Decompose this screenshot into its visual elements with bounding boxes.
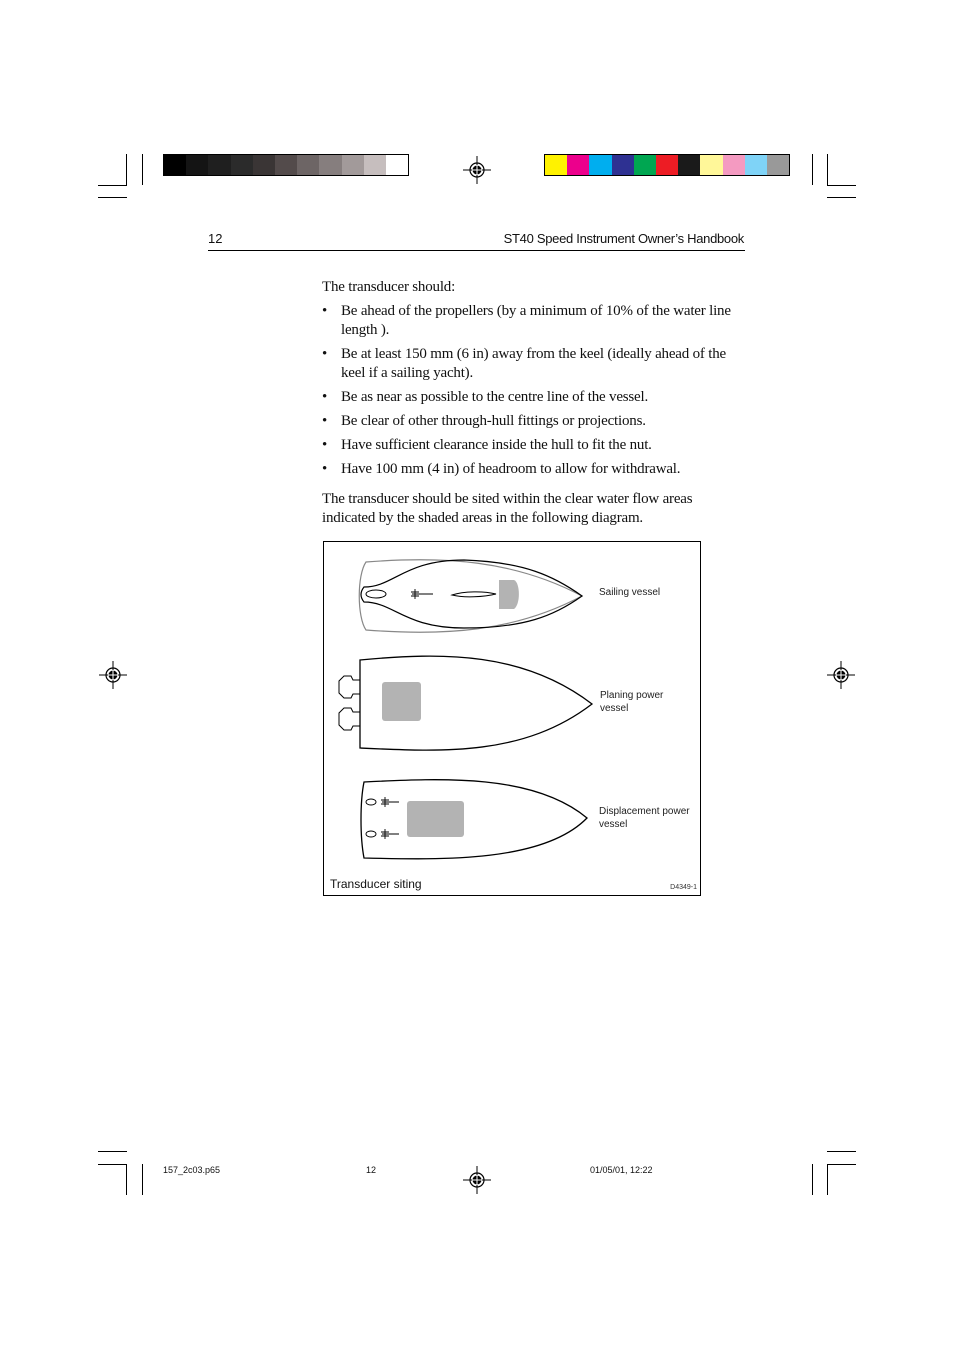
color-swatch [275,155,297,175]
requirements-list [322,302,742,479]
color-swatch [767,155,789,175]
color-swatch [545,155,567,175]
bullet-icon: • [322,389,328,405]
list-item [322,388,742,407]
bullet-icon: • [322,346,328,362]
displacement-vessel-label [599,805,690,831]
label-line: Planing power [600,690,664,701]
closing-paragraph: The transducer should be sited within the clear water flow areas indicated by the shaded areas in the following diagram. [322,491,693,526]
color-swatch [612,155,634,175]
list-item [322,302,742,340]
crop-mark [126,154,127,185]
crop-mark [827,197,856,198]
figure-id: D4349-1 [670,884,697,891]
list-item-text: Be as near as possible to the centre line of the vessel. [341,389,649,405]
bullet-icon: • [322,437,328,453]
sailing-vessel-label: Sailing vessel [599,587,661,598]
list-item [322,436,742,455]
slug-file: 157_2c03.p65 [163,1165,221,1175]
crop-mark [98,1151,127,1152]
color-swatch [364,155,386,175]
list-item [322,412,742,431]
planing-vessel-label [600,689,663,715]
crop-mark [126,1164,127,1195]
crop-mark [142,154,143,185]
crop-mark [827,185,856,186]
crop-mark [142,1164,143,1195]
color-swatch [164,155,186,175]
header-title: ST40 Speed Instrument Owner’s Handbook [503,231,744,246]
crop-mark [98,185,127,186]
bullet-icon: • [322,461,328,477]
color-swatch [723,155,745,175]
registration-mark-icon [827,661,855,689]
slug-page: 12 [366,1165,377,1175]
displacement-power-vessel-hull [361,780,587,859]
color-swatch [386,155,408,175]
label-line: vessel [600,703,629,714]
list-item [322,345,742,383]
sailing-vessel-hull [359,560,582,633]
color-calibration-bar [544,154,790,176]
slug-timestamp: 01/05/01, 12:22 [590,1165,653,1175]
bullet-icon: • [322,413,328,429]
color-swatch [700,155,722,175]
color-swatch [186,155,208,175]
crop-mark [827,1164,856,1165]
label-line: vessel [599,819,628,830]
running-header [208,229,745,251]
color-swatch [297,155,319,175]
color-swatch [231,155,253,175]
list-item-text: Have sufficient clearance inside the hull to fit the nut. [341,437,652,453]
color-swatch [634,155,656,175]
figure-caption: Transducer siting [330,877,422,891]
crop-mark [98,197,127,198]
list-item-text: Be ahead of the propellers (by a minimum of 10% of the water line length ). [341,303,731,338]
color-swatch [567,155,589,175]
crop-mark [827,154,828,185]
color-swatch [656,155,678,175]
color-swatch [745,155,767,175]
registration-mark-icon [99,661,127,689]
color-swatch [319,155,341,175]
color-swatch [253,155,275,175]
registration-mark-icon [463,156,491,184]
list-item [322,460,742,479]
crop-mark [812,1164,813,1195]
intro-paragraph: The transducer should: [322,279,456,295]
crop-mark [98,1164,127,1165]
registration-mark-icon [463,1166,491,1194]
transducer-siting-figure [323,541,701,896]
color-swatch [208,155,230,175]
body-text [322,278,742,528]
crop-mark [812,154,813,185]
color-swatch [342,155,364,175]
color-swatch [589,155,611,175]
list-item-text: Be clear of other through-hull fittings or projections. [341,413,646,429]
label-line: Displacement power [599,806,690,817]
color-swatch [678,155,700,175]
list-item-text: Be at least 150 mm (6 in) away from the keel (ideally ahead of the keel if a sailing yacht). [341,346,726,381]
page-number: 12 [208,231,223,246]
crop-mark [827,1164,828,1195]
crop-mark [827,1151,856,1152]
grayscale-calibration-bar [163,154,409,176]
bullet-icon: • [322,303,328,319]
list-item-text: Have 100 mm (4 in) of headroom to allow for withdrawal. [341,461,681,477]
planing-power-vessel-hull [339,656,592,750]
